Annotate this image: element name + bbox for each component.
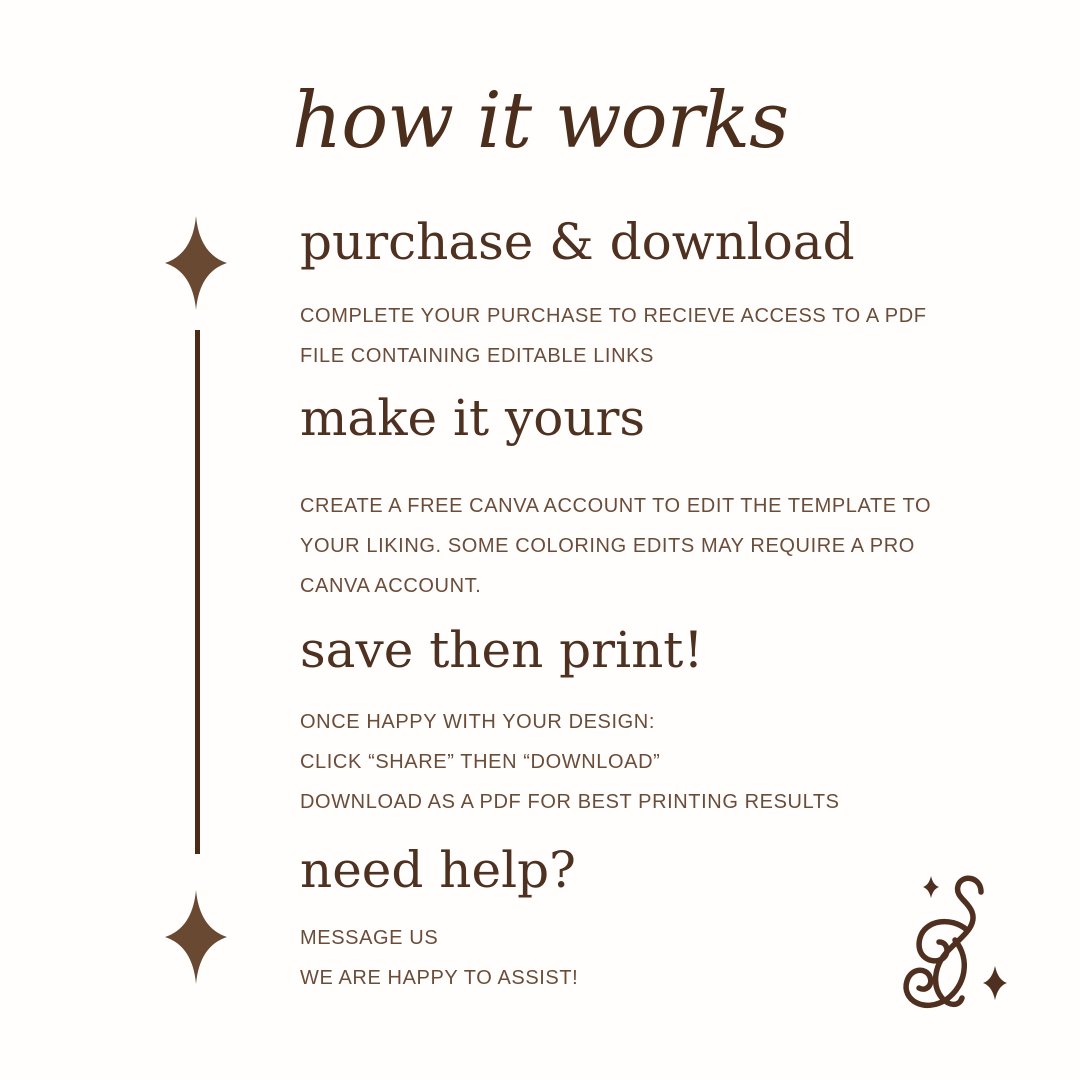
body-line: FILE CONTAINING EDITABLE LINKS (300, 345, 654, 367)
section-heading-make-it-yours: make it yours (300, 389, 646, 447)
section-heading-purchase-download: purchase & download (300, 213, 855, 271)
section-body-purchase-download (300, 296, 927, 376)
section-body-save-then-print (300, 702, 840, 822)
body-line: CREATE A FREE CANVA ACCOUNT TO EDIT THE TEMPLATE TO (300, 495, 932, 517)
body-line: CANVA ACCOUNT. (300, 575, 482, 597)
monogram-logo (893, 868, 1013, 1028)
section-body-make-it-yours (300, 486, 931, 606)
section-heading-save-then-print: save then print! (300, 621, 704, 679)
sparkle-icon (165, 216, 227, 315)
sparkle-icon (165, 890, 227, 989)
vertical-divider-line (195, 330, 200, 854)
body-line: WE ARE HAPPY TO ASSIST! (300, 967, 579, 989)
page-title: how it works (292, 76, 789, 166)
body-line: ONCE HAPPY WITH YOUR DESIGN: (300, 711, 656, 733)
sparkle-icon (983, 966, 1007, 1000)
body-line: YOUR LIKING. SOME COLORING EDITS MAY REQUIRE A PRO (300, 535, 915, 557)
section-heading-need-help: need help? (300, 841, 576, 899)
body-line: MESSAGE US (300, 927, 439, 949)
body-line: CLICK “SHARE” THEN “DOWNLOAD” (300, 751, 661, 773)
section-body-need-help (300, 918, 578, 998)
body-line: DOWNLOAD AS A PDF FOR BEST PRINTING RESULTS (300, 791, 840, 813)
body-line: COMPLETE YOUR PURCHASE TO RECIEVE ACCESS TO A PDF (300, 305, 927, 327)
sparkle-icon (923, 876, 939, 898)
